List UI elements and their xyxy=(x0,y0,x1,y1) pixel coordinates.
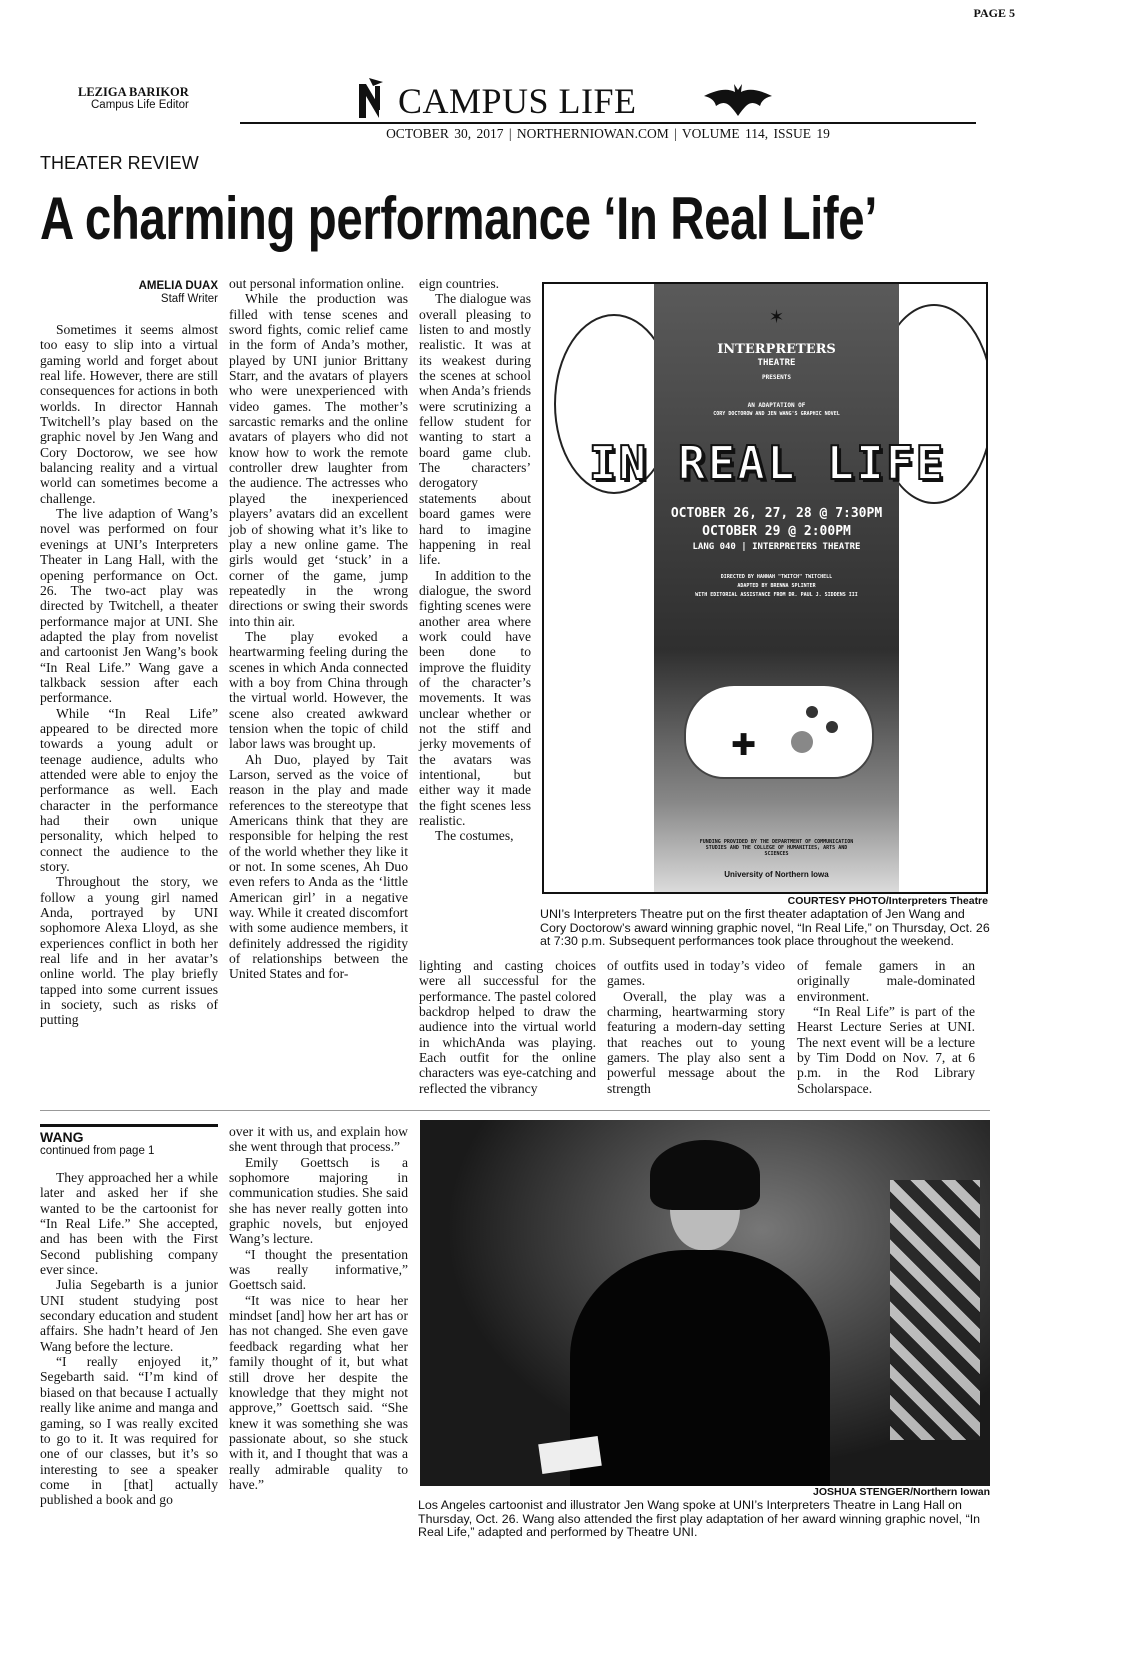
poster-adaptation: AN ADAPTATION OF xyxy=(747,402,806,409)
article-column-5 xyxy=(797,958,975,1096)
paragraph: Throughout the story, we follow a young girl named Anda, portrayed by UNI sophomore Alexa Lloyd, as she experiences conflict in both her real life and in her avatar’s online world. The play briefly tapped into some current issues in society, such as risks of putting xyxy=(40,874,218,1028)
jump-title: WANG xyxy=(40,1129,84,1145)
section-title: CAMPUS LIFE xyxy=(398,81,637,121)
page-number: PAGE 5 xyxy=(973,6,1015,20)
paragraph: Overall, the play was a charming, heartwarming story featuring a modern-day setting that reaches out to young gamers. The play also sent a powerful message about the strength xyxy=(607,988,785,1096)
paragraph: out personal information online. xyxy=(229,276,405,291)
paragraph: “It was nice to hear her mindset [and] how her art has or has not changed. She even gave feedback regarding what her family thought of it, but what still drove her despite the knowledge that they might not approve,” Goettsch said. “She knew it was something she was passionate about, so she stuck with it, and I thought that was a really admirable quality to have.” xyxy=(229,1292,408,1492)
dateline: OCTOBER 30, 2017 | NORTHERNIOWAN.COM | VOLUME 114, ISSUE 19 xyxy=(386,126,830,141)
northern-iowan-logo-icon xyxy=(355,76,385,120)
headline: A charming performance ‘In Real Life’ xyxy=(40,185,878,252)
paragraph: Julia Segebarth is a junior UNI student studying post secondary education and student affairs. She hadn’t heard of Jen Wang before the lecture. xyxy=(40,1277,218,1354)
game-controller-icon: ✚ xyxy=(684,684,874,779)
poster-adaptation-of: CORY DOCTOROW AND JEN WANG'S GRAPHIC NOVEL xyxy=(713,411,840,417)
poster-university: University of Northern Iowa xyxy=(724,870,829,879)
poster-funding: FUNDING PROVIDED BY THE DEPARTMENT OF COMMUNICATION STUDIES AND THE COLLEGE OF HUMANITIES, ARTS AND SCIENCES xyxy=(699,839,854,857)
author-title: Staff Writer xyxy=(160,293,218,305)
poster-image xyxy=(542,282,988,894)
photo-credit: COURTESY PHOTO/Interpreters Theatre xyxy=(787,895,988,907)
masthead-rule xyxy=(240,122,976,124)
author-name: AMELIA DUAX xyxy=(138,280,218,292)
person-body xyxy=(570,1250,830,1486)
paragraph: They approached her a while later and asked her if she wanted to be the cartoonist for “In Real Life.” She accepted, and has been with the First Second publishing company ever since. xyxy=(40,1170,218,1278)
editor-name: LEZIGA BARIKOR xyxy=(78,85,189,99)
poster-venue: LANG 040 | INTERPRETERS THEATRE xyxy=(692,542,861,552)
kicker: THEATER REVIEW xyxy=(40,153,199,173)
person-hair xyxy=(650,1140,760,1210)
poster-dates-2: OCTOBER 29 @ 2:00PM xyxy=(702,524,851,539)
jump-subtitle: continued from page 1 xyxy=(40,1145,155,1157)
paragraph: of female gamers in an originally male-dominated environment. xyxy=(797,958,975,1004)
theatre-logo-icon: ✶ xyxy=(769,304,784,329)
article-column-3 xyxy=(419,276,531,844)
poster-dates-1: OCTOBER 26, 27, 28 @ 7:30PM xyxy=(670,506,883,521)
paragraph: In addition to the dialogue, the sword fighting scenes were another area where work could have been done to improve the fluidity of the character’s movements. It was unclear whether or not the stiff and jerky movements of the avatars was intentional, but either way it made the fight scenes less realistic. xyxy=(419,567,531,829)
poster-credit: WITH EDITORIAL ASSISTANCE FROM DR. PAUL J. SIDDENS III xyxy=(695,592,858,598)
jump-header xyxy=(40,1124,218,1158)
paragraph: lighting and casting choices were all successful for the performance. The pastel colored backdrop helped to draw the audience into the virtual world in whichAnda was playing. Each outfit for the online characters was eye-catching and reflected the vibrancy xyxy=(419,958,596,1096)
byline xyxy=(40,280,218,306)
photo-jen-wang xyxy=(420,1120,990,1486)
paragraph: of outfits used in today’s video games. xyxy=(607,958,785,989)
photo-credit: JOSHUA STENGER/Northern Iowan xyxy=(813,1486,990,1498)
photo-caption: Los Angeles cartoonist and illustrator Jen Wang spoke at UNI’s Interpreters Theatre in Lang Hall on Thursday, Oct. 26. Wang also attended the first play adaptation of her award winning graphic novel, “In Real Life,” adapted and performed by Theatre UNI. xyxy=(418,1498,981,1539)
poster-credit: ADAPTED BY BRENNA SPLINTER xyxy=(737,583,816,589)
paragraph: The live adaption of Wang’s novel was performed on four evenings at UNI’s Interpreters Theater in Lang Hall, with the opening performance on Oct. 26. The two-act play was directed by Twitchell, a theater performance major at UNI. She adapted the play from novelist and cartoonist Jen Wang’s book “In Real Life.” Wang gave a talkback session after each performance. xyxy=(40,506,218,706)
bat-icon xyxy=(704,84,772,116)
paragraph: While “In Real Life” appeared to be directed more towards a young adult or teenage audience, adults who attended were able to enjoy the performance as well. Each character in the performance had their own unique personality, which helped to connect the audience to the story. xyxy=(40,705,218,875)
article-column-3-continued xyxy=(419,958,596,1096)
paragraph: The play evoked a heartwarming feeling during the scenes in which Anda connected with a boy from China through the virtual world. However, the scene also created awkward tension when the topic of child labor laws was brought up. xyxy=(229,628,408,752)
editor-title: Campus Life Editor xyxy=(91,99,189,111)
paragraph: The dialogue was overall pleasing to listen to and mostly realistic. It was at its weakest during the scenes at school when Anda’s friends were scrutinizing a fellow student for wanting to start a board game club. The characters’ derogatory statements about board games were hard to imagine happening in real life. xyxy=(419,291,531,568)
poster-credit: DIRECTED BY HANNAH "TWITCH" TWITCHELL xyxy=(720,574,833,580)
paragraph: While the production was filled with tense scenes and sword fights, comic relief came in the form of Anda’s mother, played by UNI junior Brittany Starr, and the avatars of players who were unexperienced with video games. The mother’s sarcastic remarks and the online avatars of players who did not know how to work the remote controller drew laughter from the audience. The actresses who played the inexperienced players’ avatars did an excellent job of showing what it’s like to play a new online game. The girls would get ‘stuck’ in a corner of the game, jump repeatedly in the wrong directions or swing their swords into thin air. xyxy=(229,291,408,629)
article-column-2 xyxy=(229,276,408,982)
paragraph: Ah Duo, played by Tait Larson, served as the voice of reason in the play and made references to the stereotype that Americans think that they are responsible for helping the rest of the world whether they like it or not. In some scenes, Ah Duo even refers to Anda as the ‘little American girl’ in a negative way. While it created discomfort with some audience members, it definitely addressed the rigidity of relationships between the United States and for- xyxy=(229,751,408,982)
poster-presenter: INTERPRETERS xyxy=(717,342,836,357)
wang-column-2 xyxy=(229,1124,408,1492)
paragraph: eign countries. xyxy=(419,276,500,291)
poster-center-panel xyxy=(654,284,899,894)
editor-credit xyxy=(78,86,189,112)
article-column-1 xyxy=(40,322,218,1028)
paragraph: Emily Goettsch is a sophomore majoring in communication studies. She said she has never really gotten into graphic novels, but enjoyed Wang’s lecture. xyxy=(229,1154,408,1247)
paragraph: “I thought the presentation was really informative,” Goettsch said. xyxy=(229,1246,408,1293)
photo-caption: UNI’s Interpreters Theatre put on the first theater adaptation of Jen Wang and Cory Doctorow’s award winning graphic novel, “In Real Life,” on Thursday, Oct. 26 at 7:30 p.m. Subsequent performances took place throughout the weekend. xyxy=(540,907,990,948)
paragraph: The costumes, xyxy=(435,828,514,844)
paragraph: Sometimes it seems almost too easy to slip into a virtual gaming world and forget about real life. However, there are still consequences for actions in both worlds. In director Hannah Twitchell’s play based on the graphic novel by Jen Wang and Cory Doctorow, we see how balancing reality and a virtual world can sometimes become a challenge. xyxy=(40,322,218,506)
paragraph: over it with us, and explain how she went through that process.” xyxy=(229,1124,408,1155)
poster-presents: PRESENTS xyxy=(762,374,791,381)
wang-column-1 xyxy=(40,1170,218,1508)
poster-presenter-sub: THEATRE xyxy=(757,358,796,368)
paragraph: “In Real Life” is part of the Hearst Lecture Series at UNI. The next event will be a lecture by Tim Dodd on Nov. 7, at 6 p.m. in the Rod Library Scholarspace. xyxy=(797,1004,975,1096)
backdrop-pattern xyxy=(890,1180,980,1440)
article-column-4 xyxy=(607,958,785,1096)
section-divider xyxy=(40,1110,990,1111)
poster-title: IN REAL LIFE xyxy=(588,436,946,490)
paragraph: “I really enjoyed it,” Segebarth said. “I’m kind of biased on that because I actually really like anime and manga and gaming, so I was really excited to go to it. It was required for one of our classes, but it’s so interesting to see a speaker come in [that] actually published a book and go xyxy=(40,1354,218,1508)
